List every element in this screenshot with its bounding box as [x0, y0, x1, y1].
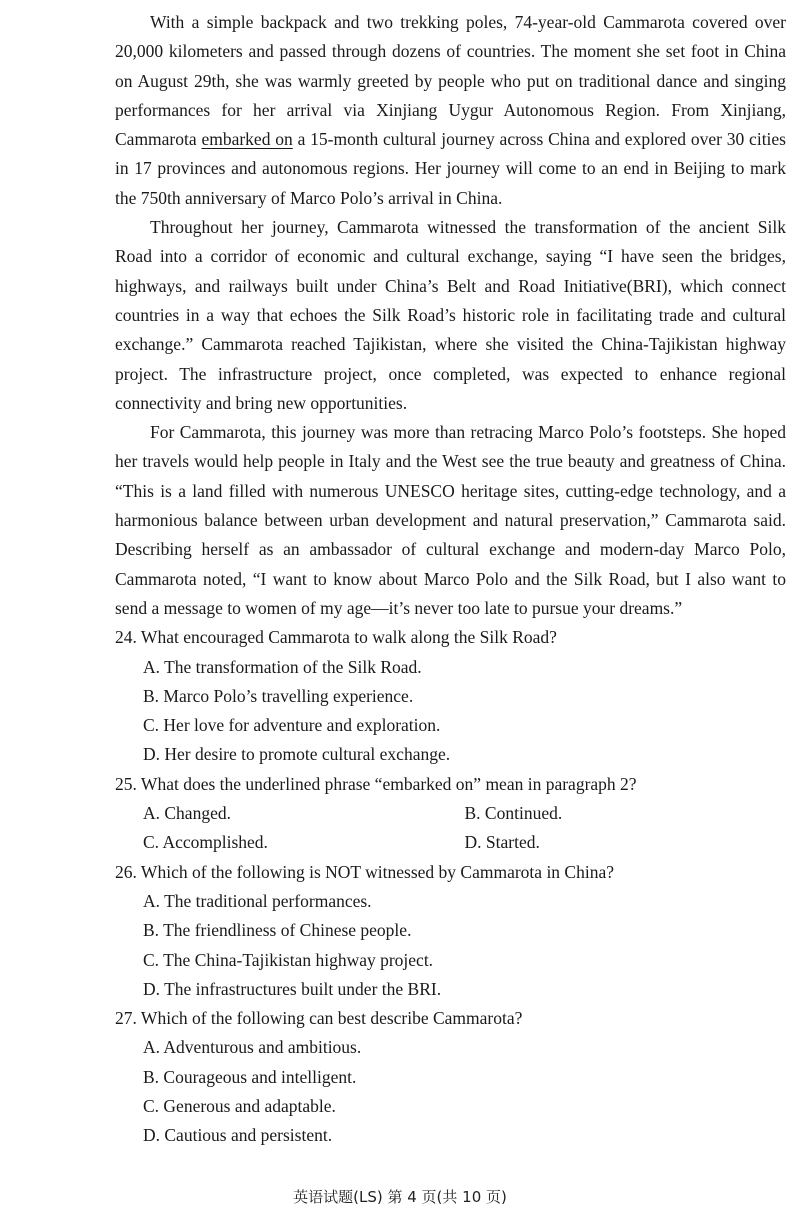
- paragraph-1-text-end: a 15-month cultural journey across China and explored over 30 cities in 17 provinces and autonomous regions. Her journey will come to an end in Beijing to mark the 750th anniversary of Marco Polo’s arrival in China.: [115, 129, 786, 208]
- passage-paragraph-1: [115, 8, 786, 213]
- question-25-stem: 25. What does the underlined phrase “embarked on” mean in paragraph 2?: [115, 773, 637, 794]
- question-24-stem: 24. What encouraged Cammarota to walk along the Silk Road?: [115, 627, 557, 648]
- question-27-stem: 27. Which of the following can best describe Cammarota?: [115, 1008, 523, 1029]
- question-24-option-c[interactable]: C. Her love for adventure and exploration.: [143, 715, 441, 736]
- question-26-stem: 26. Which of the following is NOT witnessed by Cammarota in China?: [115, 861, 614, 882]
- question-25-option-b[interactable]: B. Continued.: [464, 803, 563, 824]
- question-25-options-row-2: [115, 828, 786, 857]
- question-27-option-d[interactable]: D. Cautious and persistent.: [143, 1125, 333, 1146]
- question-26: [115, 858, 786, 1004]
- question-27: [115, 1004, 786, 1150]
- question-26-option-c[interactable]: C. The China-Tajikistan highway project.: [143, 949, 434, 970]
- question-26-option-a[interactable]: A. The traditional performances.: [143, 890, 372, 911]
- question-25-options-row-1: [115, 799, 786, 828]
- question-24-option-a[interactable]: A. The transformation of the Silk Road.: [143, 656, 422, 677]
- exam-page: [115, 8, 786, 1151]
- question-24-option-d[interactable]: D. Her desire to promote cultural exchange.: [143, 744, 451, 765]
- question-24: [115, 623, 786, 769]
- question-26-option-d[interactable]: D. The infrastructures built under the BRI.: [143, 978, 442, 999]
- underlined-phrase: embarked on: [201, 129, 293, 150]
- question-27-option-b[interactable]: B. Courageous and intelligent.: [143, 1066, 357, 1087]
- question-27-option-c[interactable]: C. Generous and adaptable.: [143, 1095, 336, 1116]
- question-26-option-b[interactable]: B. The friendliness of Chinese people.: [143, 920, 412, 941]
- question-25-option-a[interactable]: A. Changed.: [143, 803, 231, 824]
- passage-paragraph-3: For Cammarota, this journey was more than retracing Marco Polo’s footsteps. She hoped her travels would help people in Italy and the West see the true beauty and greatness of China. “This is a land filled with numerous UNESCO heritage sites, cutting-edge technology, and a harmonious balance between urban development and natural preservation,” Cammarota said. Describing herself as an ambassador of cultural exchange and modern-day Marco Polo, Cammarota noted, “I want to know about Marco Polo and the Silk Road, but I also want to send a message to women of my age—it’s never too late to pursue your dreams.”: [115, 422, 786, 618]
- question-25: [115, 770, 786, 858]
- page-footer: 英语试题(LS) 第 4 页(共 10 页): [293, 1188, 507, 1206]
- question-24-option-b[interactable]: B. Marco Polo’s travelling experience.: [143, 685, 414, 706]
- question-25-option-d[interactable]: D. Started.: [464, 832, 540, 853]
- paragraph-1-text-start: With a simple backpack and two trekking poles, 74-year-old Cammarota covered over 20,000 kilometers and passed through dozens of countries. The moment she set foot in China on August 29th, she was warmly greeted by people who put on traditional dance and singing performances for her arrival via Xinjiang Uygur Autonomous Region. From Xinjiang, Cammarota: [115, 12, 786, 150]
- question-25-option-c[interactable]: C. Accomplished.: [143, 832, 268, 853]
- passage-paragraph-2: Throughout her journey, Cammarota witnessed the transformation of the ancient Silk Road into a corridor of economic and cultural exchange, saying “I have seen the bridges, highways, and railways built under China’s Belt and Road Initiative(BRI), which connect countries in a way that echoes the Silk Road’s historic role in facilitating trade and cultural exchange.” Cammarota reached Tajikistan, where she visited the China-Tajikistan highway project. The infrastructure project, once completed, was expected to enhance regional connectivity and bring new opportunities.: [115, 217, 786, 413]
- question-27-option-a[interactable]: A. Adventurous and ambitious.: [143, 1037, 362, 1058]
